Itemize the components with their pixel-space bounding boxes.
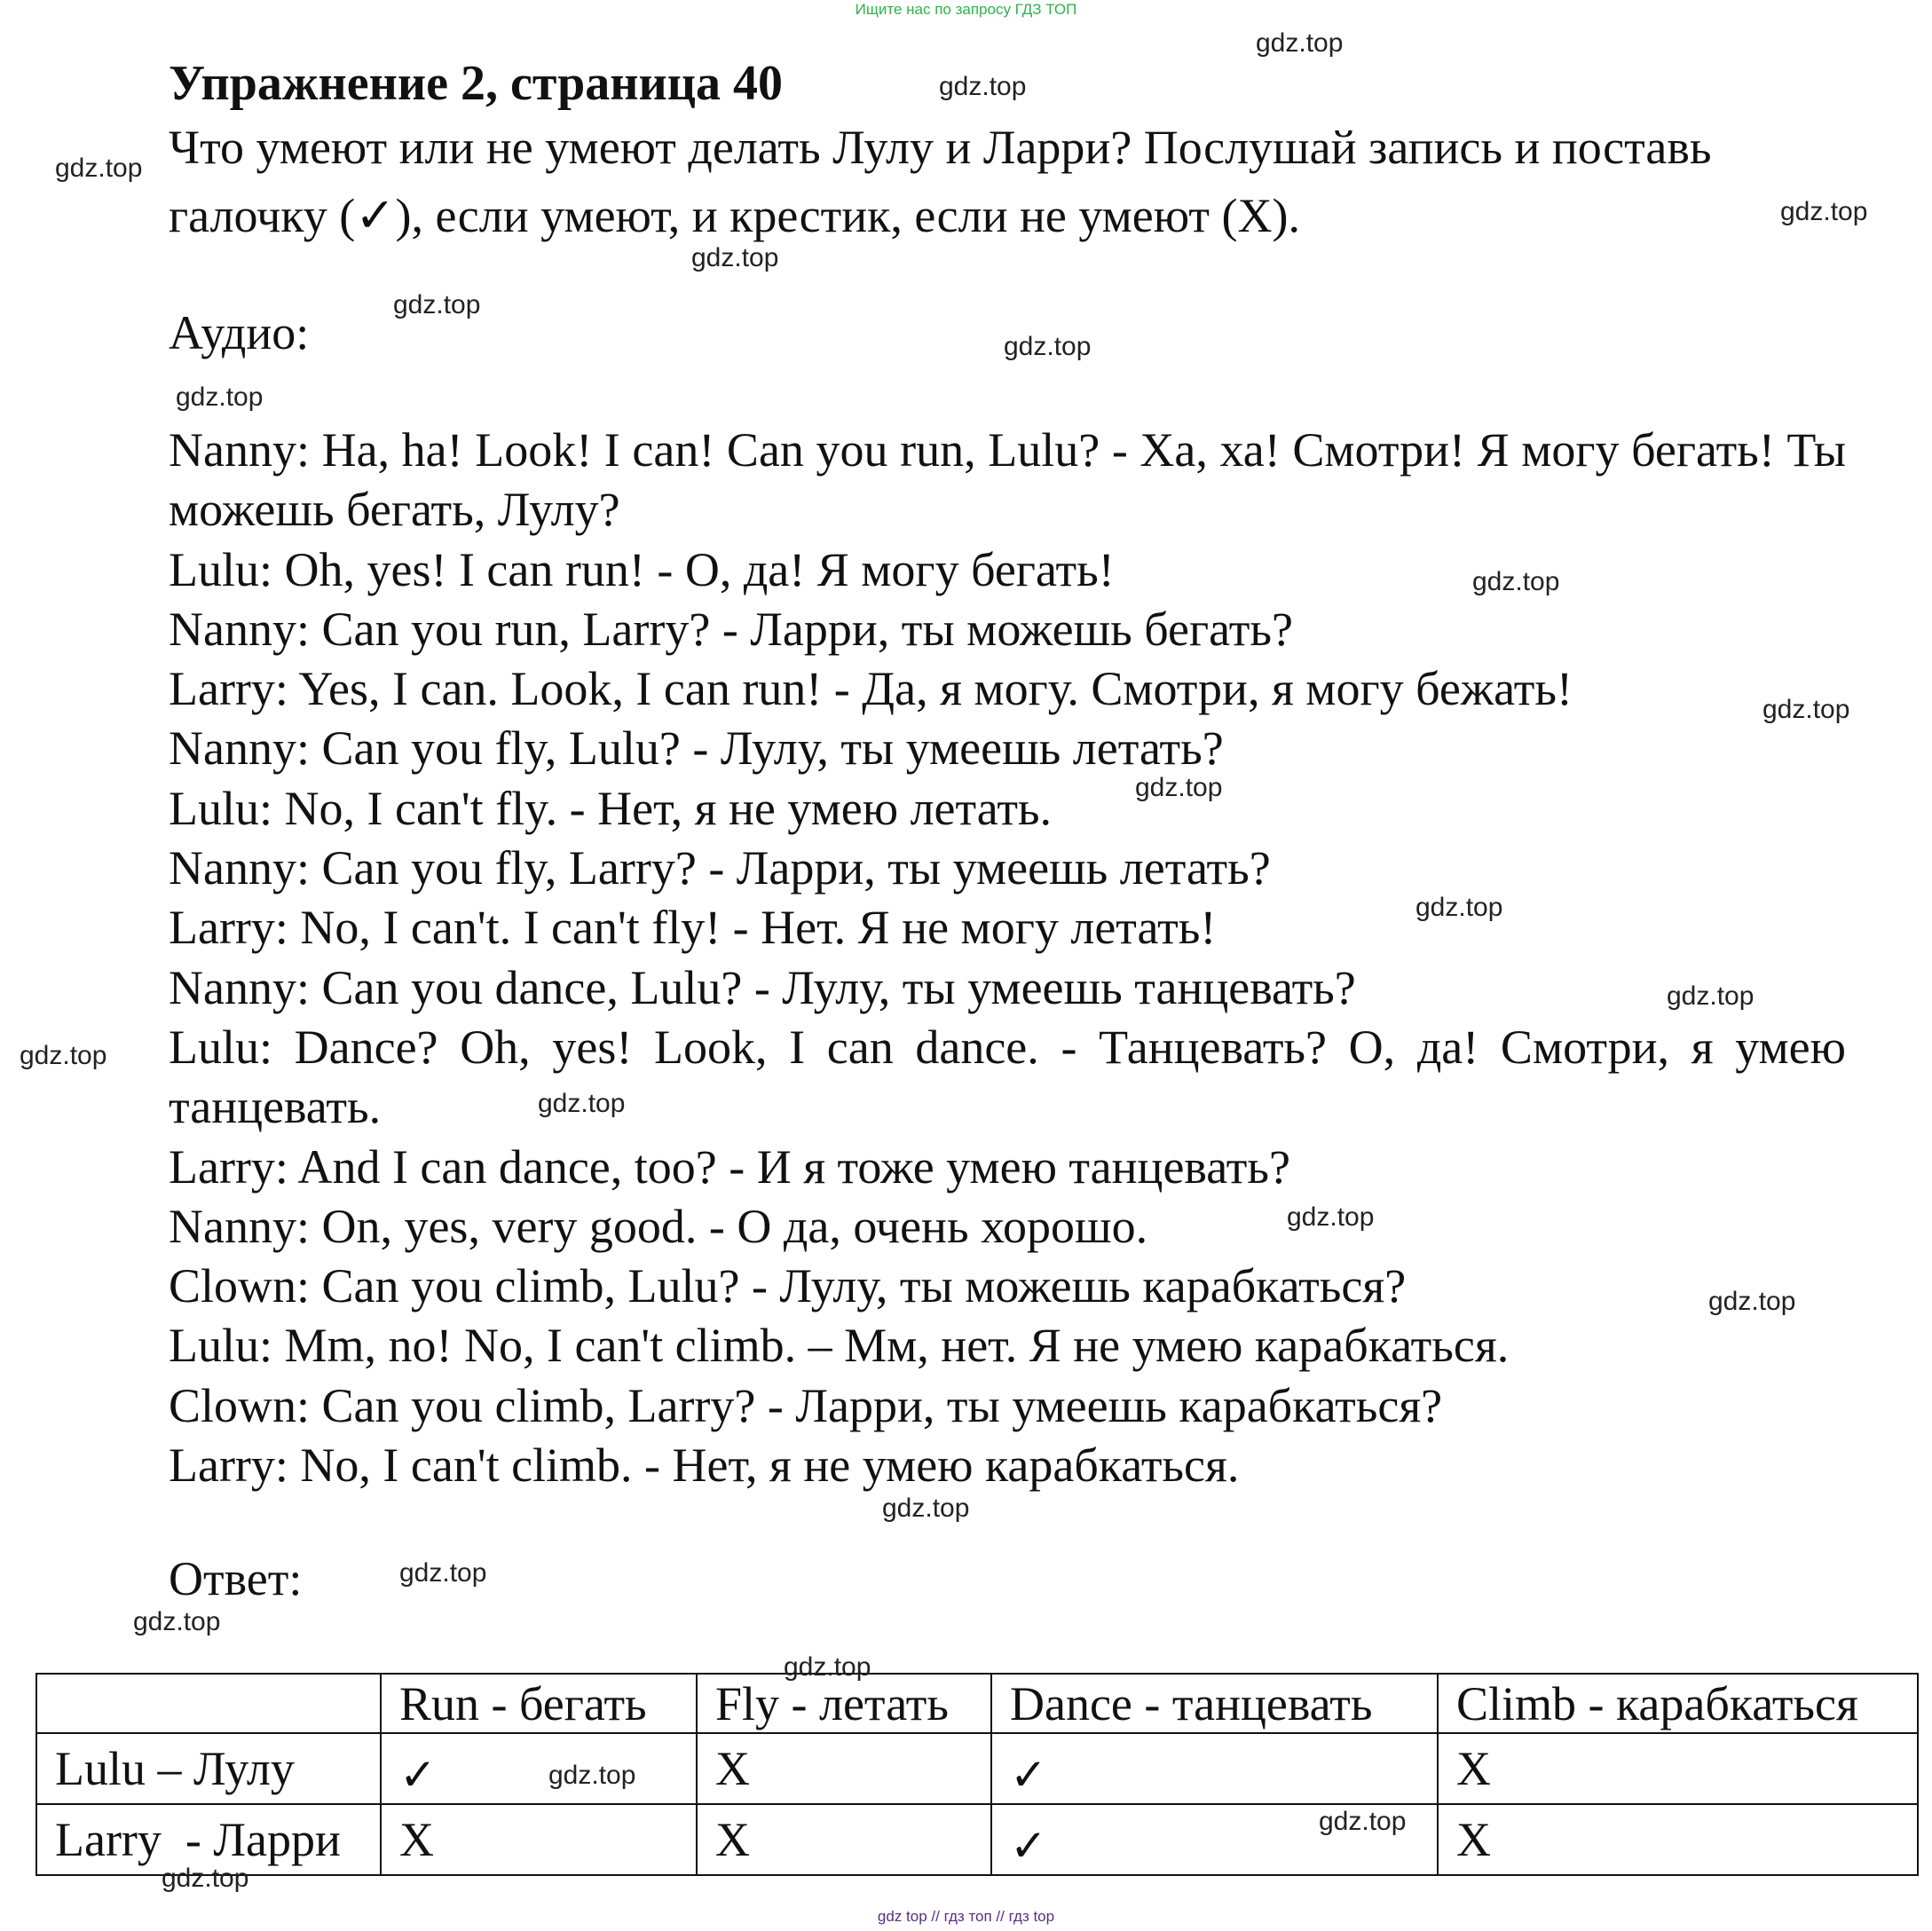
dialogue-line: Clown: Can you climb, Larry? - Ларри, ты умеешь карабкаться? (169, 1378, 1443, 1432)
table-cell (1438, 1804, 1918, 1875)
answer-mark: X (1456, 1742, 1491, 1795)
table-cell (1438, 1733, 1918, 1804)
table-cell (381, 1733, 697, 1804)
answer-mark: X (715, 1742, 750, 1795)
watermark: gdz.top (538, 1089, 626, 1118)
watermark: gdz.top (162, 1864, 249, 1893)
dialogue-line: Clown: Can you climb, Lulu? - Лулу, ты можешь карабкаться? (169, 1259, 1407, 1313)
dialogue-line: Nanny: Can you run, Larry? - Ларри, ты можешь бегать? (169, 602, 1293, 656)
watermark: gdz.top (784, 1652, 871, 1682)
watermark: gdz.top (176, 382, 264, 412)
answer-table (35, 1673, 1919, 1876)
table-header-cell: Climb - карабкаться (1438, 1674, 1918, 1733)
table-row (36, 1804, 1918, 1875)
table-header-row (36, 1674, 1918, 1733)
table-cell (697, 1804, 991, 1875)
answer-label: Ответ: (169, 1552, 303, 1605)
watermark: gdz.top (1319, 1807, 1407, 1836)
dialogue-line: Nanny: Can you fly, Lulu? - Лулу, ты умеешь летать? (169, 721, 1224, 776)
watermark: gdz.top (1667, 981, 1755, 1011)
dialogue (169, 421, 1846, 1495)
dialogue-line: Nanny: Ha, ha! Look! I can! Can you run, Lulu? - Ха, ха! Смотри! Я могу бегать! Ты можешь бегать, Лулу? (169, 423, 1846, 537)
table-cell (381, 1804, 697, 1875)
watermark: gdz.top (1135, 773, 1223, 802)
table-cell (991, 1733, 1438, 1804)
watermark: gdz.top (1472, 567, 1560, 596)
watermark: gdz.top (20, 1041, 107, 1070)
dialogue-line: Larry: And I can dance, too? - И я тоже умею танцевать? (169, 1139, 1290, 1194)
watermark: gdz.top (133, 1607, 221, 1636)
watermark: gdz.top (55, 154, 143, 183)
dialogue-line: Lulu: No, I can't fly. - Нет, я не умею летать. (169, 781, 1053, 835)
dialogue-line: Lulu: Oh, yes! I can run! - О, да! Я могу бегать! (169, 542, 1115, 596)
table-header-cell: Dance - танцевать (991, 1674, 1438, 1733)
watermark: gdz.top (691, 243, 779, 272)
watermark: gdz.top (1415, 893, 1503, 922)
answer-mark: ✓ (1010, 1749, 1047, 1801)
table-header-cell (36, 1674, 381, 1733)
page-title: Упражнение 2, страница 40 (169, 56, 784, 111)
watermark: gdz.top (1762, 695, 1850, 724)
dialogue-line: Nanny: On, yes, very good. - О да, очень хорошо. (169, 1199, 1148, 1253)
dialogue-line: Lulu: Dance? Oh, yes! Look, I can dance. - Танцевать? О, да! Смотри, я умею танцевать. (169, 1020, 1846, 1134)
watermark: gdz.top (1287, 1202, 1375, 1232)
table-cell (697, 1733, 991, 1804)
audio-label: Аудио: (169, 306, 310, 359)
answer-mark: X (399, 1813, 434, 1866)
dialogue-line: Larry: No, I can't. I can't fly! - Нет. Я не могу летать! (169, 901, 1217, 955)
dialogue-line: Nanny: Can you fly, Larry? - Ларри, ты умеешь летать? (169, 841, 1271, 895)
dialogue-line: Lulu: Mm, no! No, I can't climb. – Мм, нет. Я не умею карабкаться. (169, 1319, 1510, 1373)
watermark: gdz.top (399, 1558, 487, 1588)
footer: gdz top // гдз топ // гдз top (877, 1908, 1055, 1925)
row-name-cell: Lulu – Лулу (36, 1733, 381, 1804)
watermark: gdz.top (939, 72, 1027, 101)
watermark: gdz.top (393, 290, 481, 319)
dialogue-line: Larry: No, I can't climb. - Нет, я не умею карабкаться. (169, 1438, 1240, 1493)
watermark: gdz.top (1256, 28, 1344, 58)
top-banner: Ищите нас по запросу ГДЗ ТОП (855, 1, 1077, 18)
watermark: gdz.top (1708, 1287, 1796, 1316)
answer-mark: ✓ (1010, 1820, 1047, 1872)
answer-mark: ✓ (399, 1749, 437, 1801)
task-text: Что умеют или не умеют делать Лулу и Ларри? Послушай запись и поставь галочку (✓), если умеют, и крестик, если не умеют (X). (169, 121, 1712, 242)
watermark: gdz.top (1004, 332, 1092, 361)
answer-mark: X (1456, 1813, 1491, 1866)
answer-mark: X (715, 1813, 750, 1866)
watermark: gdz.top (1780, 197, 1868, 226)
table-header-cell: Run - бегать (381, 1674, 697, 1733)
table-row (36, 1733, 1918, 1804)
dialogue-line: Larry: Yes, I can. Look, I can run! - Да, я могу. Смотри, я могу бежать! (169, 662, 1573, 716)
table-header-cell: Fly - летать (697, 1674, 991, 1733)
watermark: gdz.top (548, 1761, 636, 1790)
row-name-cell: Larry - Ларри (36, 1804, 381, 1875)
dialogue-line: Nanny: Can you dance, Lulu? - Лулу, ты умеешь танцевать? (169, 960, 1356, 1014)
watermark: gdz.top (882, 1494, 970, 1523)
